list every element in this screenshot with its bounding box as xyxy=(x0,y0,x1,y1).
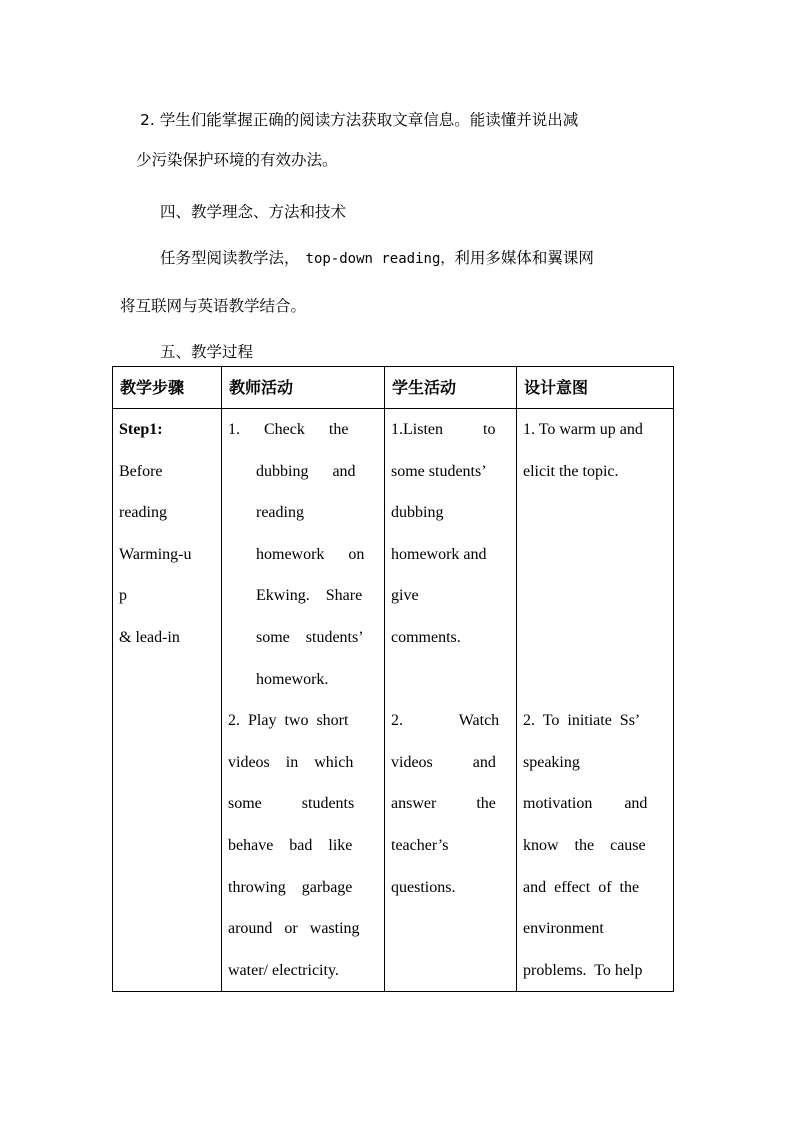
methods-line-2: 将互联网与英语教学结合。 xyxy=(120,297,307,315)
step-line: p xyxy=(119,587,127,605)
step-cell xyxy=(113,409,222,992)
teacher-a1-line: Ekwing. Share xyxy=(256,587,363,605)
teacher-a2-line: throwing garbage xyxy=(228,878,353,896)
teacher-a2-line: behave bad like xyxy=(228,836,353,854)
methods-task-based: 任务型阅读教学法， xyxy=(160,249,300,267)
purpose-a2-line: 2. To initiate Ss’ xyxy=(523,712,641,730)
objective-2-line-1: 2. 学生们能掌握正确的阅读方法获取文章信息。能读懂并说出减 xyxy=(140,111,579,129)
teaching-process-table xyxy=(112,366,674,992)
design-purpose-cell xyxy=(517,409,674,992)
teacher-a2-line: videos in which xyxy=(228,753,354,771)
student-a1-line: comments. xyxy=(391,628,461,646)
purpose-a2-line: speaking xyxy=(523,753,580,771)
objective-2-line-2: 少污染保护环境的有效办法。 xyxy=(136,151,338,169)
teacher-a1-line: reading xyxy=(256,504,304,522)
teacher-a2-line: around or wasting xyxy=(228,920,360,938)
purpose-a2-line: know the cause xyxy=(523,836,646,854)
teacher-a2-line: 2. Play two short xyxy=(228,712,349,730)
purpose-a2-line: environment xyxy=(523,920,604,938)
student-a2-line: videos and xyxy=(391,753,496,771)
purpose-a2-line: problems. To help xyxy=(523,961,643,979)
methods-multimedia: 利用多媒体和翼课网 xyxy=(454,249,594,267)
teacher-a2-line: water/ electricity. xyxy=(228,961,339,979)
methods-line-1 xyxy=(160,246,594,268)
header-step: 教学步骤 xyxy=(113,367,222,409)
teacher-a1-line: dubbing and xyxy=(256,462,356,480)
header-teacher-activity: 教师活动 xyxy=(222,367,385,409)
teacher-a1-line: homework on xyxy=(256,545,365,563)
purpose-a2-line: motivation and xyxy=(523,795,648,813)
header-student-activity: 学生活动 xyxy=(385,367,517,409)
teacher-a1-line: 1. Check the xyxy=(228,421,349,438)
table-header-row xyxy=(113,367,674,409)
student-a1-line: 1.Listen to xyxy=(391,421,496,438)
student-a2-line: 2. Watch xyxy=(391,712,500,730)
student-a2-line: teacher’s xyxy=(391,836,449,854)
student-a2-line: questions. xyxy=(391,878,456,896)
section-4-title: 四、教学理念、方法和技术 xyxy=(160,203,347,221)
header-design-purpose: 设计意图 xyxy=(517,367,674,409)
teacher-a1-line: some students’ xyxy=(256,628,364,646)
step-line: reading xyxy=(119,504,167,522)
step-line: Warming-u xyxy=(119,545,192,563)
purpose-a1-line: 1. To warm up and xyxy=(523,421,643,438)
purpose-a2-line: and effect of the xyxy=(523,878,640,896)
student-a1-line: some students’ xyxy=(391,462,487,480)
methods-top-down: top-down reading， xyxy=(305,251,455,267)
student-activity-cell xyxy=(385,409,517,992)
purpose-a1-line: elicit the topic. xyxy=(523,462,619,480)
teacher-activity-cell xyxy=(222,409,385,992)
student-a1-line: dubbing xyxy=(391,504,444,522)
student-a1-line: give xyxy=(391,587,419,605)
step-line: & lead-in xyxy=(119,628,180,646)
step-line: Before xyxy=(119,462,163,480)
section-5-title: 五、教学过程 xyxy=(160,343,254,361)
table-row-step1 xyxy=(113,409,674,992)
step-title: Step1: xyxy=(119,421,163,438)
teacher-a2-line: some students xyxy=(228,795,355,813)
student-a1-line: homework and xyxy=(391,545,487,563)
teacher-a1-line: homework. xyxy=(256,670,329,688)
student-a2-line: answer the xyxy=(391,795,496,813)
